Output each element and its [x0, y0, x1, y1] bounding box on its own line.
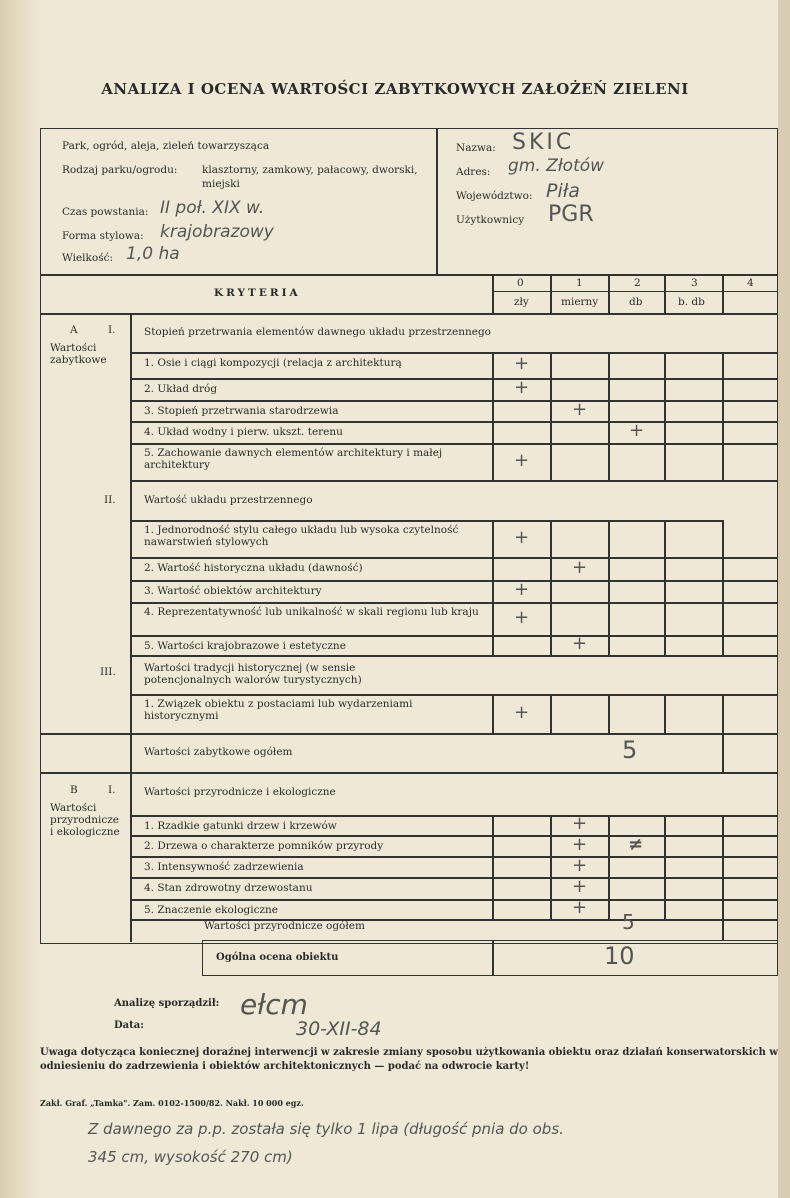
- group-a1-title: Stopień przetrwania elementów dawnego układu przestrzennego: [144, 326, 491, 338]
- grade-header-col-line: [664, 274, 666, 313]
- document-title: ANALIZA I OCENA WARTOŚCI ZABYTKOWYCH ZAŁOŻEŃ ZIELENI: [101, 80, 689, 98]
- handwritten-note-1: Z dawnego za p.p. została się tylko 1 lipa (długość pnia do obs.: [88, 1120, 564, 1138]
- criterion-row-label: 5. Znaczenie ekologiczne: [144, 904, 279, 916]
- criterion-row-label: 1. Rzadkie gatunki drzew i krzewów: [144, 820, 337, 832]
- row-line-0: [130, 378, 778, 380]
- grade-mark: +: [572, 556, 588, 578]
- grade-col-line: [550, 815, 552, 919]
- grade-mark: +: [514, 606, 530, 628]
- section-a-roman-3: III.: [100, 666, 116, 678]
- printer-info: Zakł. Graf. „Tamka". Zam. 0102-1500/82. Nakł. 10 000 egz.: [40, 1098, 304, 1108]
- criterion-row-label: 2. Układ dróg: [144, 383, 218, 395]
- type-label: Park, ogród, aleja, zieleń towarzysząca: [62, 140, 270, 152]
- grade-col-line: [664, 815, 666, 919]
- header-row-bottom: [40, 313, 778, 315]
- grade-col-line: [722, 815, 724, 919]
- notice: Uwaga dotycząca koniecznej doraźnej interwencji w zakresie zmiany sposobu użytkowania obiektu oraz działań konserwatorskich w odniesieniu do zadrzewienia i obiektów architektonicznych — podać na odwrocie karty!: [40, 1047, 778, 1072]
- row-line-2: [130, 421, 778, 423]
- grade-col-line: [492, 815, 494, 919]
- grade-col-line: [608, 815, 610, 919]
- section-a-roman-2: II.: [104, 494, 116, 506]
- criterion-row-label: 3. Stopień przetrwania starodrzewia: [144, 405, 339, 417]
- row-line-1: [130, 400, 778, 402]
- section-a-roman: I.: [108, 324, 116, 336]
- grade-col-line: [664, 694, 666, 733]
- grade-col-line: [550, 352, 552, 480]
- grade-col-line: [722, 520, 724, 655]
- row-line-10: [130, 733, 778, 735]
- total-a-left-line: [130, 733, 132, 772]
- section-a-total-label: Wartości zabytkowe ogółem: [144, 746, 293, 758]
- grade-mark-2: ≠: [628, 833, 644, 855]
- voivodeship-label: Województwo:: [456, 190, 533, 202]
- row-line-4: [130, 480, 778, 482]
- criterion-row-label: 1. Jednorodność stylu całego układu lub wysoka czytelność nawarstwień stylowych: [144, 524, 459, 548]
- header-criteria-divider: [492, 274, 494, 313]
- signature: ełcm: [240, 988, 308, 1021]
- total-a-line: [722, 733, 724, 772]
- criterion-row-label: 1. Związek obiektu z postaciami lub wydarzeniami historycznymi: [144, 698, 413, 722]
- grade-3-num: 3: [691, 277, 698, 289]
- grade-4-num: 4: [747, 277, 754, 289]
- grade-col-line: [608, 520, 610, 655]
- total-b-line: [722, 919, 724, 940]
- grade-col-line: [492, 352, 494, 480]
- header-divider: [436, 128, 438, 274]
- grade-header-col-line: [608, 274, 610, 313]
- row-line-6: [130, 580, 778, 582]
- size-label: Wielkość:: [62, 252, 114, 264]
- overall-divider: [492, 940, 494, 975]
- paper-right-edge: [778, 0, 790, 1198]
- handwritten-note-2: 345 cm, wysokość 270 cm): [88, 1148, 293, 1166]
- criterion-row-label: 3. Wartość obiektów architektury: [144, 585, 322, 597]
- group-b1-title: Wartości przyrodnicze i ekologiczne: [144, 786, 336, 798]
- style-value: krajobrazowy: [160, 222, 274, 242]
- grade-mark: +: [572, 897, 588, 918]
- row-line-7: [130, 602, 778, 604]
- grade-2-num: 2: [634, 277, 641, 289]
- grade-col-line: [550, 520, 552, 655]
- grade-mark: +: [514, 449, 530, 471]
- row-line-9: [130, 655, 778, 657]
- users-value: PGR: [548, 202, 594, 227]
- grade-mark: +: [514, 701, 530, 723]
- row-line-8: [130, 635, 778, 637]
- voivodeship-value: Piła: [546, 180, 580, 202]
- grade-mark: +: [514, 579, 530, 600]
- grade-1-label: mierny: [561, 296, 599, 308]
- section-a-total-value: 5: [622, 736, 638, 764]
- row-line-14: [130, 899, 778, 901]
- period-label: Czas powstania:: [62, 206, 149, 218]
- users-label: Użytkownicy: [456, 214, 525, 226]
- row-line-11: [130, 835, 778, 837]
- criterion-row-label: 2. Wartość historyczna układu (dawność): [144, 562, 363, 574]
- author-label: Analizę sporządził:: [114, 998, 220, 1009]
- grade-col-line: [608, 352, 610, 480]
- grade-mark: +: [514, 353, 530, 374]
- address-label: Adres:: [456, 166, 491, 178]
- section-b-roman: I.: [108, 784, 116, 796]
- criterion-row-label: 4. Reprezentatywność lub unikalność w skali regionu lub kraju: [144, 606, 479, 618]
- grade-mark: +: [572, 633, 588, 654]
- left-col-divider: [130, 313, 132, 942]
- date-value: 30-XII-84: [296, 1018, 382, 1040]
- kind-label: Rodzaj parku/ogrodu:: [62, 164, 178, 176]
- name-value: SKIC: [512, 130, 575, 155]
- period-value: II poł. XIX w.: [160, 198, 265, 218]
- criterion-row-label: 4. Stan zdrowotny drzewostanu: [144, 882, 313, 894]
- grade-col-line: [722, 694, 724, 733]
- row-line-12: [130, 856, 778, 858]
- section-b-total-value: 5: [622, 910, 635, 934]
- grade-3-label: b. db: [678, 296, 705, 308]
- grade-mark: +: [572, 854, 588, 876]
- date-label: Data:: [114, 1020, 144, 1031]
- row-line-3: [130, 443, 778, 445]
- grade-mark: +: [572, 398, 588, 420]
- grade-mark: +: [572, 833, 588, 855]
- criterion-row-label: 5. Zachowanie dawnych elementów architektury i małej architektury: [144, 447, 443, 471]
- grade-col-line: [664, 520, 666, 655]
- grade-mark: +: [514, 377, 530, 398]
- kind-options-2: miejski: [202, 178, 240, 190]
- grade-header-col-line: [722, 274, 724, 313]
- row-line-13: [130, 877, 778, 879]
- criterion-row-label: 5. Wartości krajobrazowe i estetyczne: [144, 640, 346, 652]
- criterion-row-label: 1. Osie i ciągi kompozycji (relacja z architekturą: [144, 357, 402, 369]
- group-a1-row-line: [130, 352, 778, 354]
- grade-0-label: zły: [514, 296, 529, 308]
- criterion-row-label: 2. Drzewa o charakterze pomników przyrody: [144, 840, 384, 852]
- size-value: 1,0 ha: [126, 244, 180, 264]
- grade-header-col-line: [550, 274, 552, 313]
- grade-col-line: [664, 352, 666, 480]
- overall-value: 10: [604, 942, 635, 970]
- group-a2-title: Wartość układu przestrzennego: [144, 494, 313, 506]
- grade-col-line: [550, 694, 552, 733]
- section-b-total-label: Wartości przyrodnicze ogółem: [204, 920, 365, 932]
- criteria-heading: KRYTERIA: [214, 287, 301, 299]
- paper-edge: [0, 0, 40, 1198]
- section-a-title: Wartości zabytkowe: [50, 342, 107, 366]
- group-b1-row-line: [130, 815, 778, 817]
- section-b-title: Wartości przyrodnicze i ekologiczne: [50, 802, 120, 838]
- grade-mark: +: [572, 876, 588, 897]
- group-a2-row-line: [130, 520, 722, 522]
- section-b-letter: B: [70, 784, 78, 796]
- grade-2-label: db: [629, 296, 643, 308]
- group-a3-row-line: [130, 694, 778, 696]
- kind-options: klasztorny, zamkowy, pałacowy, dworski,: [202, 164, 418, 176]
- group-a3-title: Wartości tradycji historycznej (w sensie potencjonalnych walorów turystycznych): [144, 662, 362, 686]
- grade-1-num: 1: [576, 277, 583, 289]
- row-line-5: [130, 557, 778, 559]
- section-a-end-line: [40, 772, 778, 774]
- grade-0-num: 0: [517, 277, 524, 289]
- criterion-row-label: 3. Intensywność zadrzewienia: [144, 861, 304, 873]
- grade-col-line: [722, 352, 724, 480]
- section-a-letter: A: [70, 324, 78, 336]
- grade-mark: +: [629, 420, 645, 441]
- overall-label: Ogólna ocena obiektu: [216, 952, 339, 963]
- grade-col-line: [608, 694, 610, 733]
- grade-col-line: [492, 520, 494, 655]
- grade-sub-divider: [492, 291, 778, 292]
- grade-mark: +: [572, 813, 588, 834]
- criterion-row-label: 4. Układ wodny i pierw. ukszt. terenu: [144, 426, 343, 438]
- grade-col-line: [492, 694, 494, 733]
- name-label: Nazwa:: [456, 142, 496, 154]
- style-label: Forma stylowa:: [62, 230, 144, 242]
- grade-mark: +: [514, 526, 530, 548]
- address-value: gm. Złotów: [508, 156, 605, 176]
